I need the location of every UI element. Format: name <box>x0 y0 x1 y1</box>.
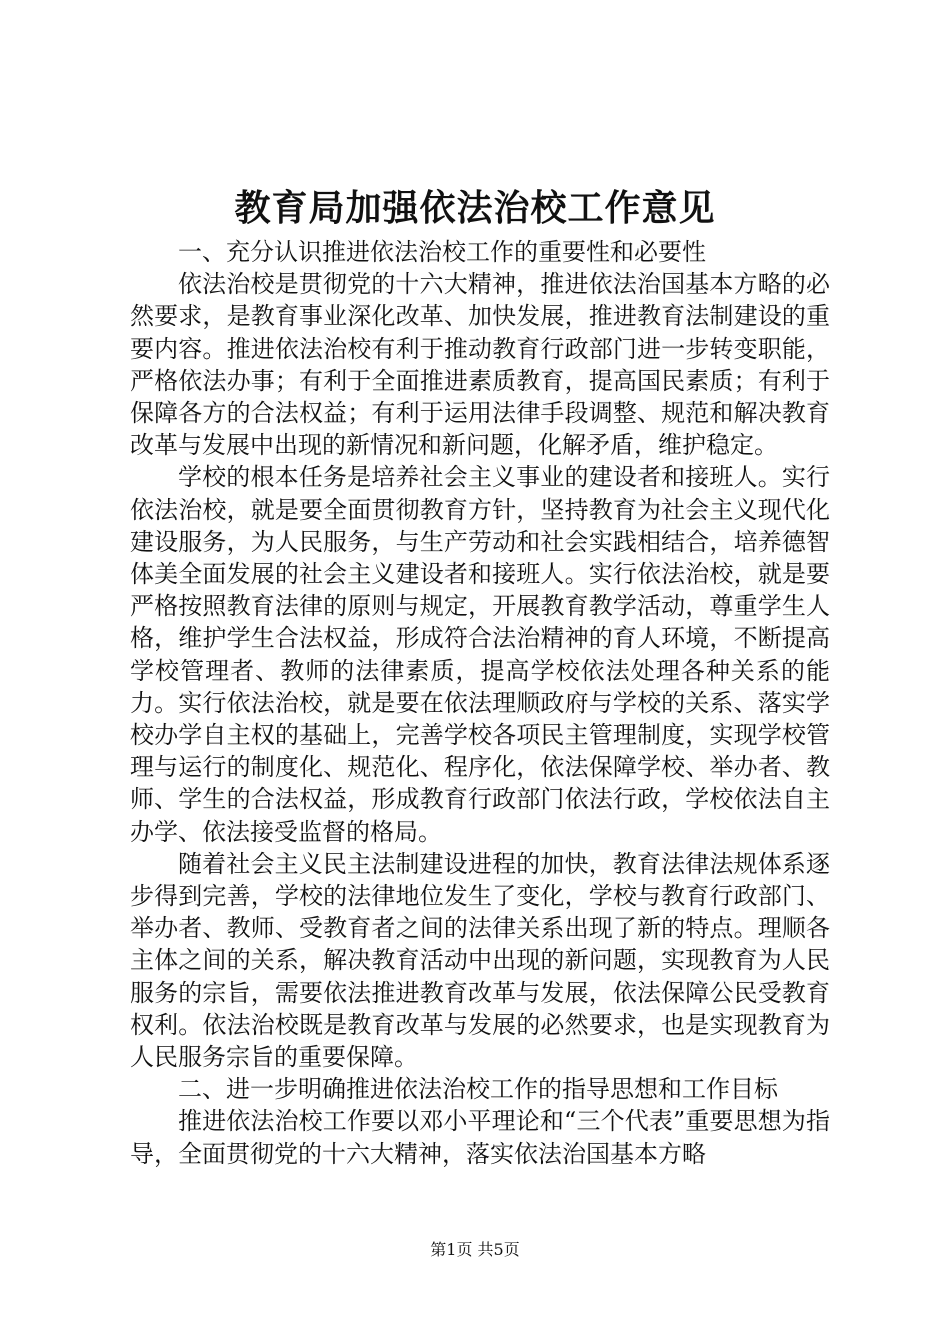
body-paragraph: 随着社会主义民主法制建设进程的加快，教育法律法规体系逐步得到完善，学校的法律地位发生了变化，学校与教育行政部门、举办者、教师、受教育者之间的法律关系出现了新的特点。理顺各主体之间的关系，解决教育活动中出现的新问题，实现教育为人民服务的宗旨，需要依法推进教育改革与发展，依法保障公民受教育权利。依法治校既是教育改革与发展的必然要求，也是实现教育为人民服务宗旨的重要保障。 <box>130 849 830 1072</box>
document-body <box>130 236 830 1170</box>
body-paragraph: 依法治校是贯彻党的十六大精神，推进依法治国基本方略的必然要求，是教育事业深化改革、加快发展，推进教育法制建设的重要内容。推进依法治校有利于推动教育行政部门进一步转变职能，严格依法办事；有利于全面推进素质教育，提高国民素质；有利于保障各方的合法权益；有利于运用法律手段调整、规范和解决教育改革与发展中出现的新情况和新问题，化解矛盾，维护稳定。 <box>130 270 830 460</box>
section-heading-1: 一、充分认识推进依法治校工作的重要性和必要性 <box>178 238 706 266</box>
document-title: 教育局加强依法治校工作意见 <box>234 187 716 229</box>
body-paragraph: 学校的根本任务是培养社会主义事业的建设者和接班人。实行依法治校，就是要全面贯彻教育方针，坚持教育为社会主义现代化建设服务，为人民服务，与生产劳动和社会实践相结合，培养德智体美全面发展的社会主义建设者和接班人。实行依法治校，就是要严格按照教育法律的原则与规定，开展教育教学活动，尊重学生人格，维护学生合法权益，形成符合法治精神的育人环境，不断提高学校管理者、教师的法律素质，提高学校依法处理各种关系的能力。实行依法治校，就是要在依法理顺政府与学校的关系、落实学校办学自主权的基础上，完善学校各项民主管理制度，实现学校管理与运行的制度化、规范化、程序化，依法保障学校、举办者、教师、学生的合法权益，形成教育行政部门依法行政，学校依法自主办学、依法接受监督的格局。 <box>130 463 830 846</box>
section-heading-2: 二、进一步明确推进依法治校工作的指导思想和工作目标 <box>178 1075 778 1104</box>
page-number-footer: 第1页 共5页 <box>430 1240 520 1259</box>
body-paragraph: 推进依法治校工作要以邓小平理论和“三个代表”重要思想为指导，全面贯彻党的十六大精神，落实依法治国基本方略 <box>130 1107 830 1168</box>
